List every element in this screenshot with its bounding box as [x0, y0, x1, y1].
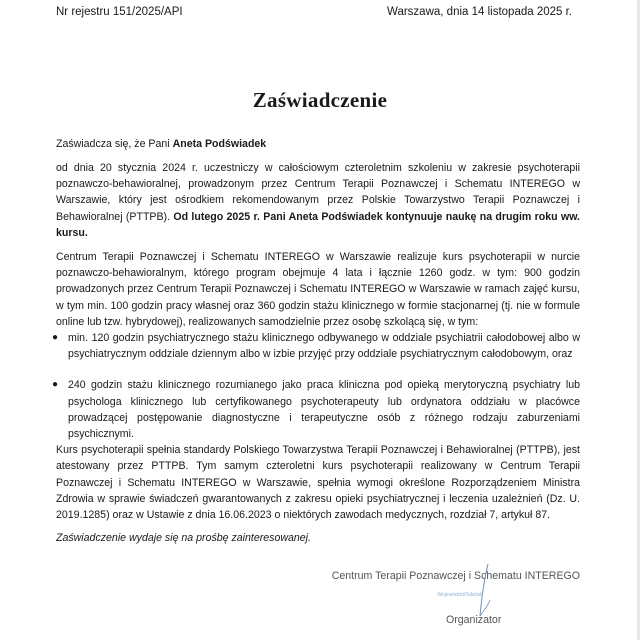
registry-number: Nr rejestru 151/2025/API — [56, 6, 183, 18]
list-item — [52, 330, 580, 362]
intro-line — [56, 136, 580, 152]
paragraph2-text: Centrum Terapii Poznawczej i Schematu INTEREGO w Warszawie realizuje kurs psychoterapii w nurcie poznawczo-behawioralnym, którego program obejmuje 4 lata i łącznie 1260 godz. w tym: 900 godzin prowadzonych przez Centrum Terapii Poznawczej i Schematu INTEREGO w Warszawie w ramach zajęć kursu, w tym min. 100 godzin pracy własnej oraz 360 godzin stażu klinicznego w formie stacjonarnej (tj. nie w formule online lub tzw. hybrydowej), realizowanych samodzielnie przez osobę szkolącą się, w tym: — [56, 251, 580, 328]
document-title: Zaświadczenie — [252, 88, 388, 112]
bullet-text: min. 120 godzin psychiatrycznego stażu klinicznego odbywanego w oddziale psychiatrii całodobowej albo w psychiatrycznym oddziale dziennym albo w izbie przyjęć przy oddziale psychiatrycznym całodobowym, oraz — [68, 332, 580, 361]
paragraph-course-program — [52, 249, 580, 523]
list-item — [52, 377, 580, 442]
bullet-icon: ● — [52, 332, 59, 344]
signature-mark — [470, 560, 500, 620]
organization-name: Centrum Terapii Poznawczej i Schematu INTEREGO — [331, 570, 580, 582]
stamp-text: Wojewódzki/Gdańsk — [437, 592, 483, 598]
stamp — [432, 592, 488, 598]
person-name: Aneta Podświadek — [172, 138, 267, 150]
paragraph1-text: od dnia 20 stycznia 2024 r. uczestniczy w całościowym czteroletnim szkoleniu w zakresie psychoterapii poznawczo-behawioralnej, prowadzonym przez Centrum Terapii Poznawczej i Schematu INTEREGO w Warszawie, który jest ośrodkiem rekomendowanym przez Polskie Towarzystwo Terapii Poznawczej i Behawioralnej (PTTPB). — [56, 162, 580, 223]
paragraph3-text: Kurs psychoterapii spełnia standardy Polskiego Towarzystwa Terapii Poznawczej i Behawioralnej (PTTPB), jest atestowany przez PTTPB. Tym samym czteroletni kurs psychoterapii realizowany w Centrum Terapii Poznawczej i Schematu INTEREGO w Warszawie, spełnia wymogi określone Rozporządzeniem Ministra Zdrowia w sprawie świadczeń gwarantowanych z zakresu opieki psychiatrycznej i leczenia uzależnień (Dz. U. 2019.1285) oraz w Ustawie z dnia 16.06.2023 o niektórych zawodach medycznych, rozdział 7, artykuł 87. — [56, 444, 580, 522]
internship-list — [52, 330, 580, 442]
place-and-date: Warszawa, dnia 14 listopada 2025 r. — [387, 6, 572, 18]
paragraph-course-participation — [56, 160, 580, 241]
closing-statement: Zaświadczenie wydaje się na prośbę zainteresowanej. — [56, 532, 311, 544]
bullet-icon: ● — [52, 379, 59, 391]
organizer-role: Organizator — [446, 614, 502, 626]
intro-text: Zaświadcza się, że Pani — [56, 138, 173, 150]
bullet-text: 240 godzin stażu klinicznego rozumianego jako praca kliniczna pod opieką merytoryczną psychiatry lub psychologa klinicznego lub certyfikowanego psychoterapeuty lub ordynatora oddziału w placówce prowadzącej postępowanie diagnostyczne i terapeutyczne osób z różnego rodzaju zaburzeniami psychicznymi. — [68, 379, 580, 441]
paragraph1-bold: Od lutego 2025 r. Pani Aneta Podświadek kontynuuje naukę na drugim roku ww. kursu. — [56, 210, 580, 239]
